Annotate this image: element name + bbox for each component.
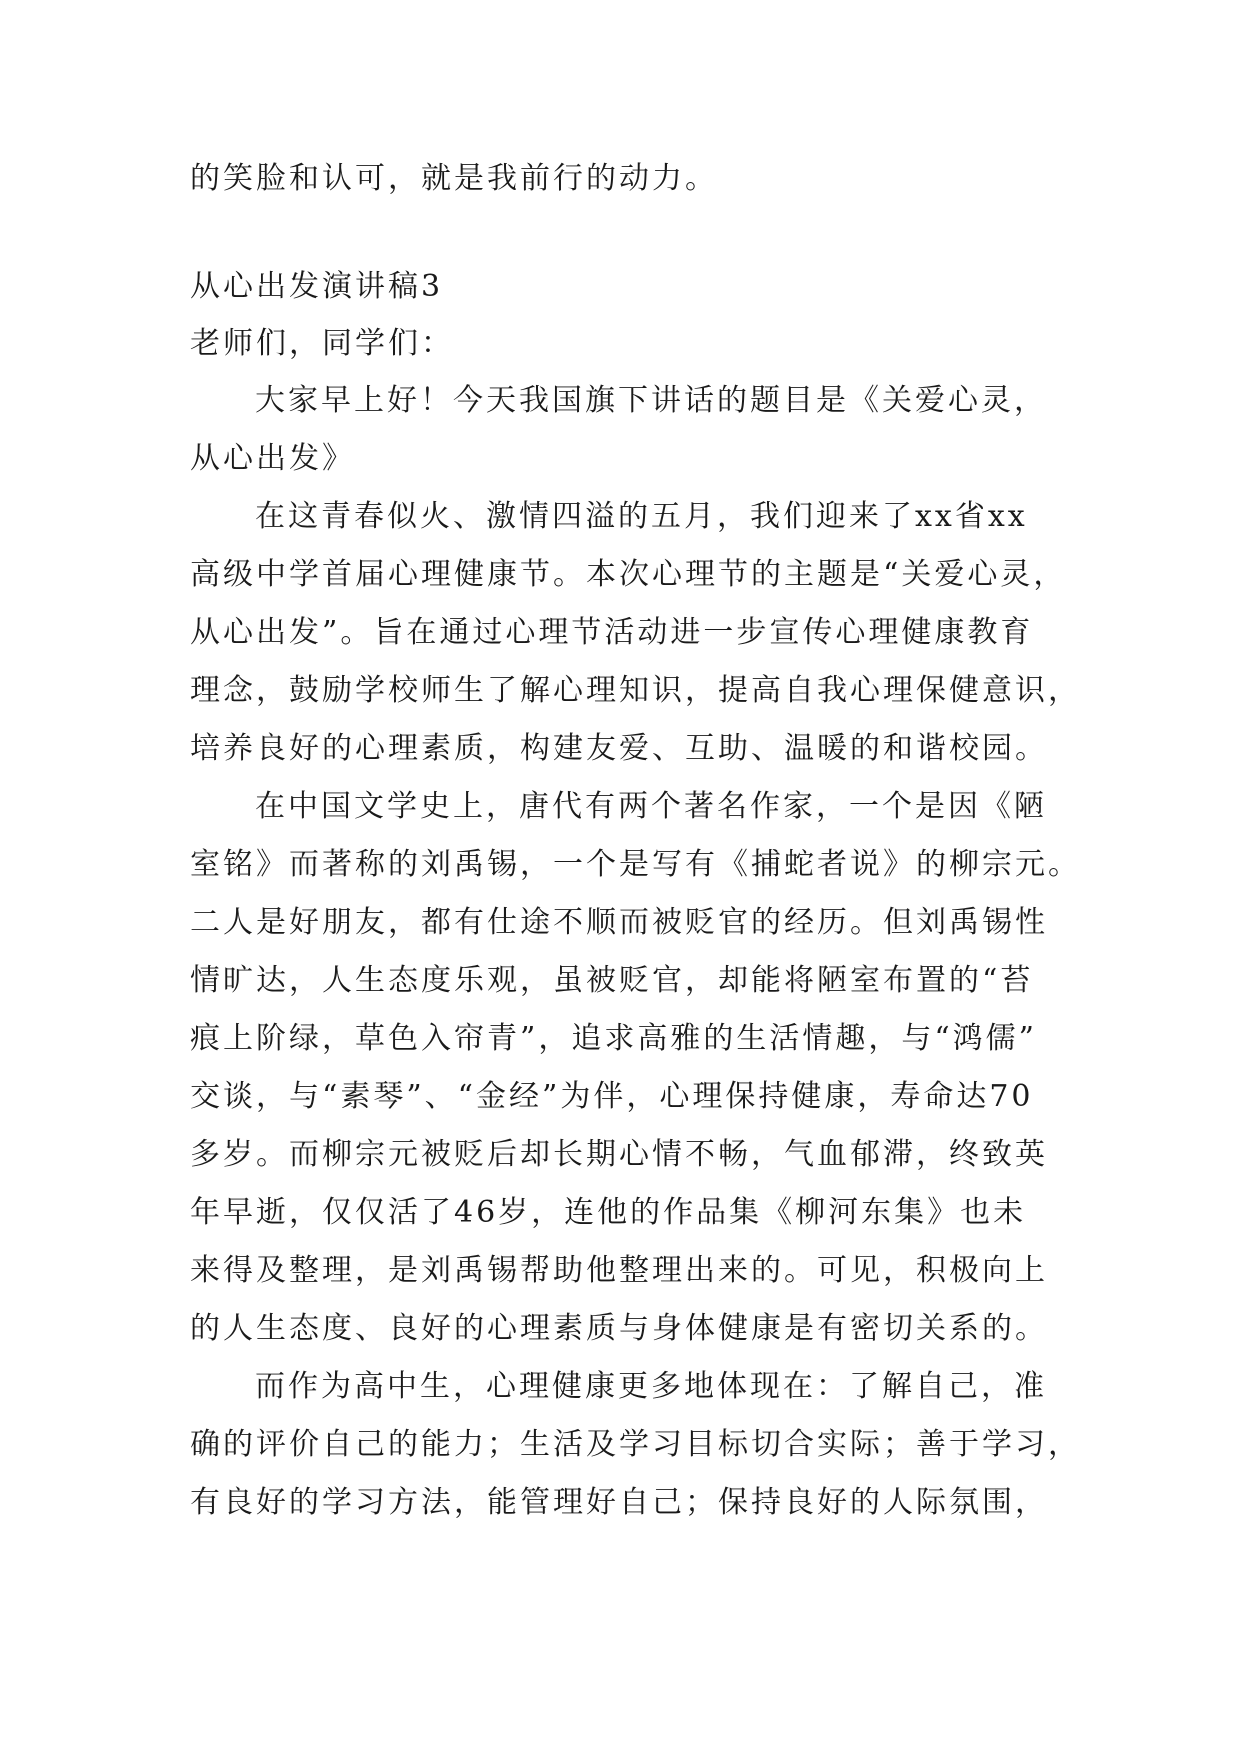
text-line: 理念，鼓励学校师生了解心理知识，提高自我心理保健意识，: [190, 673, 1081, 708]
text-line: 年早逝，仅仅活了46岁，连他的作品集《柳河东集》也未: [190, 1195, 1027, 1230]
text-line: 二人是好朋友，都有仕途不顺而被贬官的经历。但刘禹锡性: [190, 905, 1048, 940]
text-line: 在中国文学史上，唐代有两个著名作家，一个是因《陋: [255, 789, 1047, 824]
text-line: 从心出发”。旨在通过心理节活动进一步宣传心理健康教育: [190, 615, 1034, 650]
text-line: 交谈，与“素琴”、“金经”为伴，心理保持健康，寿命达70: [190, 1079, 1034, 1114]
text-line: 确的评价自己的能力；生活及学习目标切合实际；善于学习，: [190, 1427, 1081, 1462]
text-line: 高级中学首届心理健康节。本次心理节的主题是“关爱心灵，: [190, 557, 1067, 592]
text-line: 来得及整理，是刘禹锡帮助他整理出来的。可见，积极向上: [190, 1253, 1048, 1288]
text-line: 情旷达，人生态度乐观，虽被贬官，却能将陋室布置的“苔: [190, 963, 1034, 998]
salutation: 老师们，同学们：: [190, 326, 454, 361]
text-line: 大家早上好！今天我国旗下讲话的题目是《关爱心灵，: [255, 383, 1047, 418]
text-line: 痕上阶绿，草色入帘青”，追求高雅的生活情趣，与“鸿儒”: [190, 1021, 1038, 1056]
text-line: 有良好的学习方法，能管理好自己；保持良好的人际氛围，: [190, 1485, 1048, 1520]
text-line: 从心出发》: [190, 441, 355, 476]
text-line: 在这青春似火、激情四溢的五月，我们迎来了xx省xx: [255, 499, 1028, 534]
text-line: 室铭》而著称的刘禹锡，一个是写有《捕蛇者说》的柳宗元。: [190, 847, 1081, 882]
document-body: [190, 150, 1081, 1532]
text-line: 的笑脸和认可，就是我前行的动力。: [190, 161, 718, 196]
text-line: 多岁。而柳宗元被贬后却长期心情不畅，气血郁滞，终致英: [190, 1137, 1048, 1172]
text-line: 培养良好的心理素质，构建友爱、互助、温暖的和谐校园。: [190, 731, 1048, 766]
text-line: 而作为高中生，心理健康更多地体现在：了解自己，准: [255, 1369, 1047, 1404]
section-title: 从心出发演讲稿3: [190, 269, 444, 304]
text-line: 的人生态度、良好的心理素质与身体健康是有密切关系的。: [190, 1311, 1048, 1346]
